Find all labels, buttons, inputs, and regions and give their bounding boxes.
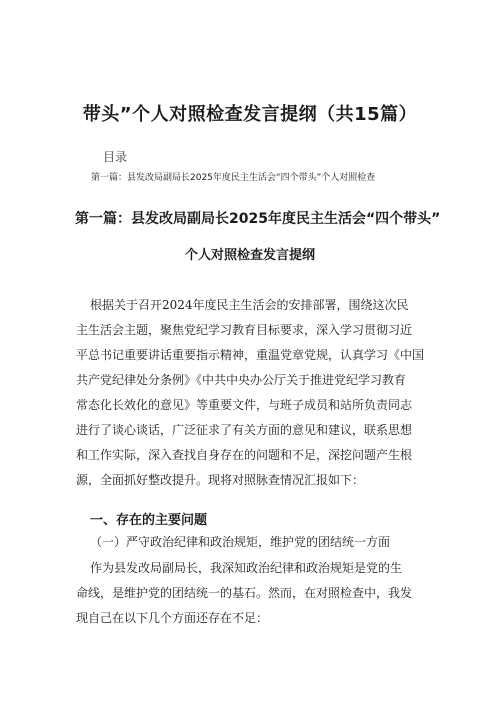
section-subheading: 个人对照检查发言提纲 [184,248,315,263]
paragraph-line: 作为县发改局副局长，我深知政治纪律和政治规矩是党的生 [90,561,403,575]
paragraph-line: 平总书记重要讲话重要指示精神，重温党章党规，认真学习《中国 [76,348,425,362]
section-heading: 第一篇：县发改局副局长2025年度民主生活会“四个带头” [75,211,441,227]
subsection-heading: （一）严守政治纪律和政治规矩，维护党的团结统一方面 [90,535,391,549]
part-heading: 一、存在的主要问题 [90,513,208,528]
paragraph-line: 常态化长效化的意见》等重要文件，与班子成员和站所负责同志 [76,398,413,412]
paragraph-line: 主生活会主题，聚焦党纪学习教育目标要求，深入学习贯彻习近 [76,323,413,337]
paragraph-line: 源，全面抓好整改提升。现将对照脉查情况汇报如下： [76,473,365,487]
toc-heading: 目录 [103,150,128,164]
paragraph-line: 共产党纪律处分条例》《中共中央办公厅关于推进党纪学习教育 [76,373,407,387]
paragraph-line: 现自己在以下几个方面还存在不足： [76,611,269,625]
toc-entry[interactable]: 第一篇：县发改局副局长2025年度民主生活会“四个带头”个人对照检查 [91,173,376,183]
document-title: 带头”个人对照检查发言提纲（共15篇） [82,104,418,125]
paragraph-line: 和工作实际，深入查找自身存在的问题和不足，深挖问题产生根 [76,448,413,462]
paragraph-line: 命线，是维护党的团结统一的基石。然而，在对照检查中，我发 [76,586,413,600]
paragraph-line: 根据关于召开2024年度民主生活会的安排部署，围绕这次民 [90,298,409,312]
paragraph-line: 进行了谈心谈话，广泛征求了有关方面的意见和建议，联系思想 [76,423,413,437]
